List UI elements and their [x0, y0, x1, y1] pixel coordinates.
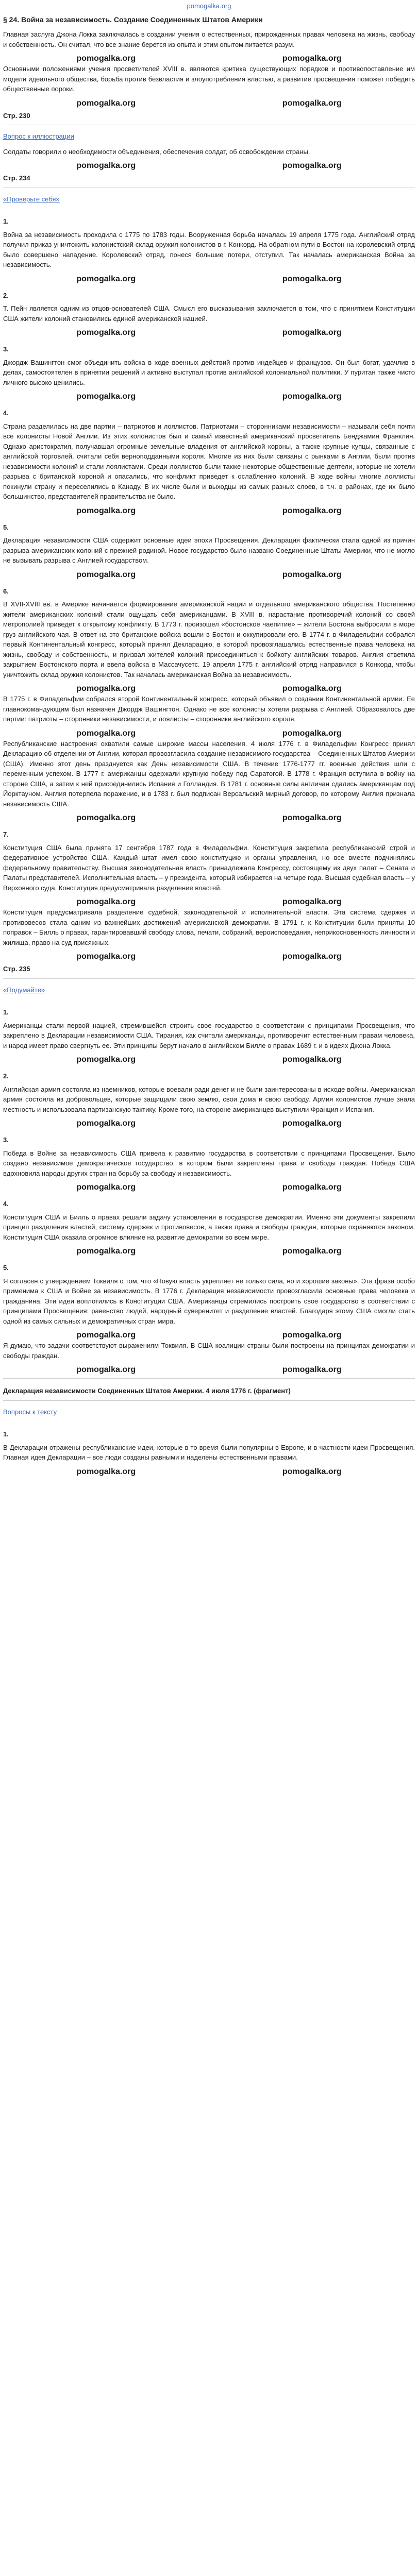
think-text: Американцы стали первой нацией, стремившейся строить свое государство в соответствии с принципами Просвещения, что закреплено в Декларации независимости США. Тирания, как считали американцы, противоречит естественным правам человека, и народ имеет право свергнуть ее. Эти принципы берут начало в английском Билле о правах 1689 г. и в идеях Джона Локка. [3, 1021, 415, 1049]
watermark-row: pomogalka.org pomogalka.org [76, 1183, 342, 1192]
watermark-row: pomogalka.org pomogalka.org [76, 1119, 342, 1128]
watermark-row: pomogalka.org pomogalka.org [76, 54, 342, 63]
think-number: 1. [3, 1008, 9, 1016]
watermark-row: pomogalka.org pomogalka.org [76, 814, 342, 822]
illustration-answer: Солдаты говорили о необходимости объединения, обеспечения солдат, об освобождении страны. [3, 147, 310, 156]
answer-number: 2. [3, 291, 9, 299]
watermark-row: pomogalka.org pomogalka.org [76, 161, 342, 170]
answer-text: Конституция США была принята 17 сентября 1787 года в Филадельфии. Конституция закрепила республиканский строй и федеративное устройство США. Каждый штат имел свою конституцию и органы управления, но все вместе подчинялись федеральному правительству. Высшая законодательная власть принадлежала Конгрессу, состоящему из двух палат – Сената и Палаты представителей. Исполнительная власть – у президента, который избирается на четыре года. Высшая судебная власть – у Верховного суда. Конституция предусматривала разделение властей. [3, 843, 415, 892]
answer-text: В XVII-XVIII вв. в Америке начинается формирование американской нации и отдельного американского общества. Постепенно жители американских колоний стали ощущать себя американцами. В XVIII в. нарастание противоречий колоний со своей метрополией приведет к открытому конфликту. В 1773 г. произошел «бостонское чаепитие» – жители Бостона выбросили в море груз английского чая. В ответ на это британские войска вошли в Бостон и оккупировали его. В 1774 г. в Филадельфии собрался первый Континентальный конгресс, который принял Декларацию, в которой провозглашались естественные права человека на жизнь, свободу и собственность, и призвал жителей колоний присоединиться к бойкоту английских товаров. Англия ответила закрытием Бостонского порта и ввела войска в Массачусетс. 19 апреля 1775 г. английский отряд направился в Конкорд, чтобы уничтожить склад оружия колонистов. Так началась американская Война за независимость. [3, 600, 415, 679]
answer-number: 4. [3, 409, 9, 417]
watermark-row: pomogalka.org pomogalka.org [76, 1467, 342, 1476]
think-number: 5. [3, 1264, 9, 1272]
watermark-row: pomogalka.org pomogalka.org [76, 1247, 342, 1256]
answer-text: В 1775 г. в Филадельфии собрался второй Континентальный конгресс, который объявил о создании Континентальной армии. Ее главнокомандующим был назначен Джордж Вашингтон. Однако не все колонисты хотели разрыва с Англией. Образовалось две партии: патриоты – сторонники независимости, и лоялисты – сторонники английского короля. [3, 695, 415, 723]
link-illustration-question[interactable]: Вопрос к иллюстрации [3, 132, 74, 140]
think-number: 4. [3, 1200, 9, 1208]
think-text: Я думаю, что задачи соответствуют выражениям Токвиля. В США коалиции страны были построены на принципах демократии и свободы граждан. [3, 1342, 415, 1360]
watermark-row: pomogalka.org pomogalka.org [76, 728, 342, 738]
link-check-yourself[interactable]: «Проверьте себя» [3, 195, 60, 203]
watermark-row: pomogalka.org pomogalka.org [76, 1331, 342, 1340]
watermark-row: pomogalka.org pomogalka.org [76, 328, 342, 337]
think-number: 3. [3, 1136, 9, 1144]
answer-text: Конституция предусматривала разделение судебной, законодательной и исполнительной власти. Эта система сдержек и противовесов стала одним из важнейших достижений американской демократии. В 1791 г. к Конституции были приняты 10 поправок – Билль о правах, гарантировавший свободу слова, печати, собраний, вероисповедания, неприкосновенность личности и жилища, право на суд присяжных. [3, 908, 415, 946]
answer-text: Страна разделилась на две партии – патриотов и лоялистов. Патриотами – сторонниками независимости – называли себя почти все колонисты Новой Англии. Из этих колонистов был и самый известный американский просветитель Бенджамин Франклин. Однако аристократия, получавшая огромные земельные владения от английской короны, а также крупные купцы, связанные с английской торговлей, считали себя верноподданными короля. Многие из них были связаны с рынками в Англии, были против независимости колоний и стали лоялистами. Среди лоялистов были также некоторые общественные деятели, которые не хотели разрыва с британской короной и опасались, что конфликт приведет к ослаблению колоний. В ходе войны многие лоялисты покинули страну и переселились в Канаду. В их числе были и выходцы из самых разных слоев, в т.ч. в районах, где их было большинство, представителей правительства не было. [3, 422, 415, 500]
divider [3, 1378, 415, 1379]
page-number-235: Стр. 235 [3, 965, 30, 973]
link-think[interactable]: «Подумайте» [3, 986, 45, 994]
watermark-row: pomogalka.org pomogalka.org [76, 392, 342, 401]
watermark-row: pomogalka.org pomogalka.org [76, 1365, 342, 1374]
think-text: Победа в Войне за независимость США привела к развитию государства в соответствии с принципами Просвещения. Было создано независимое демократическое государство, в котором были закреплены права и свободы граждан. Победа США вдохновила народы других стран на борьбу за свободу и независимость. [3, 1149, 415, 1177]
watermark-row: pomogalka.org pomogalka.org [76, 897, 342, 906]
think-text: Я согласен с утверждением Токвиля о том, что «Новую власть укрепляет не только сила, но и хорошие законы». Эта фраза особо применима к США и Войне за независимость. В 1776 г. Декларация независимости провозгласила основные права человека и гражданина. Эти идеи воплотились в Конституции США. Американцы стремились построить свое государство в соответствии с принципами Просвещения: равенство людей, народный суверенитет и разделение властей. Благодаря этому США смогли стать одной из самых сильных и демократичных стран мира. [3, 1277, 415, 1325]
page-number-234: Стр. 234 [3, 174, 30, 182]
watermark-row: pomogalka.org pomogalka.org [76, 570, 342, 579]
think-text: Английская армия состояла из наемников, которые воевали ради денег и не были заинтересованы в исходе войны. Американская армия состояла из добровольцев, которые защищали свою землю, свои дома и свою свободу. Армия колонистов лучше знала местность и использовала партизанскую тактику. Кроме того, на стороне американцев выступили Франция и Испания. [3, 1085, 415, 1113]
declaration-text: В Декларации отражены республиканские идеи, которые в то время были популярны в Европе, и в частности идеи Просвещения. Главная идея Декларации – все люди созданы равными и наделены естественными правами. [3, 1443, 415, 1461]
watermark-row: pomogalka.org pomogalka.org [76, 274, 342, 283]
answer-text: Война за независимость проходила с 1775 по 1783 годы. Вооруженная борьба началась 19 апреля 1775 года. Английский отряд получил приказ уничтожить колонистский склад оружия колонистов в г. Конкорд. На обратном пути в Бостон на королевский отряд было совершено нападение. Королевский отряд, понеся большие потери, отступил. Так началась американская Война за независимость. [3, 230, 415, 268]
answer-number: 5. [3, 523, 9, 531]
answer-number: 1. [3, 217, 9, 225]
divider [3, 978, 415, 979]
declaration-title: Декларация независимости Соединенных Штатов Америки. 4 июля 1776 г. (фрагмент) [3, 1387, 291, 1395]
watermark-row: pomogalka.org pomogalka.org [76, 952, 342, 961]
watermark-row: pomogalka.org pomogalka.org [76, 98, 342, 108]
think-text: Конституция США и Билль о правах решали задачу установления в государстве демократии. Именно эти документы закрепили принцип разделения властей, систему сдержек и противовесов, а также права и свободы граждан, которые охраняются законом. Конституция США оказала огромное влияние на развитие демократии во всем мире. [3, 1213, 415, 1241]
answer-text: Декларация независимости США содержит основные идеи эпохи Просвещения. Декларация фактически стала одной из причин разрыва американских колоний с прежней родиной. Новое государство было названо Соединенные Штаты Америки, что не могло не вызывать разрыва с Англией государством. [3, 536, 415, 564]
answer-number: 6. [3, 587, 9, 595]
think-number: 2. [3, 1072, 9, 1080]
answer-text: Джордж Вашингтон смог объединить войска в ходе военных действий против индейцев и французов. Он был богат, удачлив в делах, самостоятелен в принятии решений и активно выступал против английской колониальной политики. У пуритан также чисто личного высоко ценились. [3, 358, 415, 386]
divider [3, 1400, 415, 1401]
site-name[interactable]: pomogalka.org [187, 2, 231, 10]
intro-paragraph-1: Главная заслуга Джона Локка заключалась в создании учения о естественных, прирожденных правах человека на жизнь, свободу и собственность. Он считал, что все знание берется из опыта и этим опытом питается разум. [3, 30, 415, 48]
watermark-row: pomogalka.org pomogalka.org [76, 1055, 342, 1064]
answer-text: Т. Пейн является одним из отцов-основателей США. Смысл его высказывания заключается в том, что с принятием Конституции США жители колоний становились единой американской нацией. [3, 304, 415, 323]
declaration-number: 1. [3, 1430, 9, 1438]
watermark-row: pomogalka.org pomogalka.org [76, 506, 342, 515]
answer-number: 7. [3, 831, 9, 838]
answer-number: 3. [3, 345, 9, 353]
watermark-row: pomogalka.org pomogalka.org [76, 684, 342, 693]
answer-text: Республиканские настроения охватили самые широкие массы населения. 4 июля 1776 г. в Филадельфии Конгресс принял Декларацию об отделении от Англии, которая провозгласила создание независимого государства – Соединенных Штатов Америки (США). Именно этот день празднуется как День независимости США. В течение 1776-1777 гг. военные действия шли с переменным успехом. В 1777 г. американцы одержали крупную победу под Саратогой. В 1778 г. Франция вступила в войну на стороне США, а затем к ней присоединились Испания и Голландия. В 1781 г. основные силы англичан сдались американцам под Йорктауном. Англия потерпела поражение, и в 1783 г. был подписан Версальский мирный договор, по которому Англия признала независимость США. [3, 739, 415, 808]
link-text-questions[interactable]: Вопросы к тексту [3, 1408, 57, 1416]
page-number-230: Стр. 230 [3, 111, 30, 120]
intro-paragraph-2: Основными положениями учения просветителей XVIII в. являются критика существующих порядков и противопоставление им модели идеального общества, борьба против безвластия и злоупотребления властью, а развитие просвещения поможет победить общественные пороки. [3, 65, 415, 93]
page-title: § 24. Война за независимость. Создание Соединенных Штатов Америки [3, 15, 263, 24]
